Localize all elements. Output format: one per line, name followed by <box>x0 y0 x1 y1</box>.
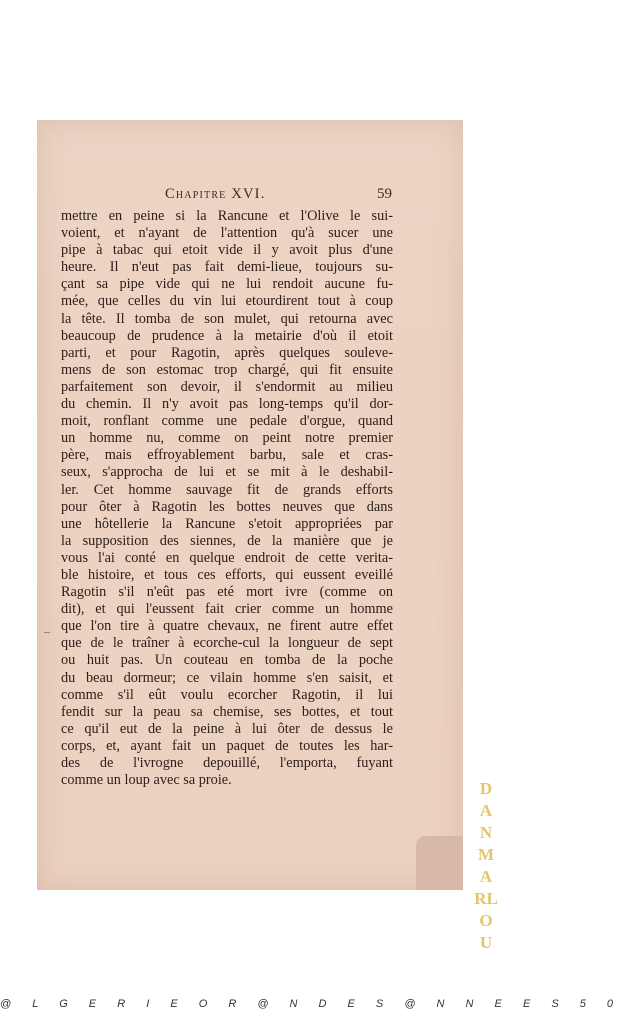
body-text <box>61 208 393 789</box>
text-line: voient, et n'ayant de l'attention qu'à sucer une <box>61 225 393 242</box>
text-line: pour ôter à Ragotin les bottes neuves que dans <box>61 498 393 515</box>
text-line: une hôtellerie la Rancune s'etoit appropriées par <box>61 515 393 532</box>
text-line: mée, que celles du vin lui etourdirent tout à coup <box>61 293 393 310</box>
text-line: çant sa pipe vide qui ne lui rendoit aucune fu- <box>61 276 393 293</box>
text-line: du beau dormeur; ce vilain homme s'en saisit, et <box>61 669 393 686</box>
text-line: corps, et, ayant fait un paquet de toutes les har- <box>61 737 393 754</box>
chapter-title: Chapitre XVI. <box>165 186 266 202</box>
page-number: 59 <box>377 186 392 202</box>
text-line: la tête. Il tomba de son mulet, qui retourna avec <box>61 310 393 327</box>
text-line: moit, ronflant comme une pedale d'orgue, quand <box>61 413 393 430</box>
text-line: que de le traîner à ecorche-cul la longueur de sept <box>61 635 393 652</box>
text-line: parti, et pour Ragotin, après quelques souleve- <box>61 344 393 361</box>
text-line: des de l'ivrogne depouillé, l'emporta, fuyant <box>61 755 393 771</box>
text-line-last: comme un loup avec sa proie. <box>61 772 232 789</box>
text-line: seux, s'approcha de lui et se mit à le deshabil- <box>61 464 393 481</box>
text-line: ou huit pas. Un couteau en tomba de la poche <box>61 652 393 669</box>
page-corner-tab <box>416 836 463 890</box>
text-line: ble histoire, et tous ces efforts, qui eussent eveillé <box>61 566 393 583</box>
text-line: comme s'il eût voulu ecorcher Ragotin, il lui <box>61 686 393 703</box>
text-line: ce qu'il eut de la peine à lui ôter de dessus le <box>61 720 393 737</box>
text-line: la supposition des siennes, de la manière que je <box>61 532 393 549</box>
text-line: du chemin. Il n'y avoit pas long-temps qu'il dor- <box>61 396 393 413</box>
side-watermark: DANMARLOU <box>474 779 498 952</box>
bottom-watermark: @ L G E R I E O R @ N D E S @ N N E E S 5 0 <box>0 998 622 1010</box>
text-line: dit), et qui l'eussent fait crier comme un homme <box>61 601 393 618</box>
text-line: mettre en peine si la Rancune et l'Olive le sui- <box>61 208 393 224</box>
book-page <box>37 120 463 890</box>
text-line: fendit sur la peau sa chemise, ses bottes, et tout <box>61 703 393 720</box>
text-line: père, mais effroyablement barbu, sale et cras- <box>61 447 393 464</box>
text-line: un homme nu, comme on peint notre premier <box>61 430 393 447</box>
text-line: mens de son estomac trop chargé, qui fit ensuite <box>61 361 393 378</box>
text-line: ler. Cet homme sauvage fit de grands efforts <box>61 481 393 498</box>
running-head <box>37 186 463 206</box>
text-line: Ragotin s'il n'eût pas eté mort ivre (comme on <box>61 584 393 601</box>
text-line: pipe à tabac qui etoit vide il y avoit plus d'une <box>61 242 393 259</box>
margin-dash <box>44 632 50 633</box>
text-line: heure. Il n'eut pas fait demi-lieue, toujours su- <box>61 259 393 276</box>
text-line: parfaitement son devoir, il s'endormit au milieu <box>61 378 393 395</box>
text-line: vous l'ai conté en quelque endroit de cette verita- <box>61 549 393 566</box>
text-line: beaucoup de prudence à la metairie d'où il etoit <box>61 327 393 344</box>
text-line: que l'on tire à quatre chevaux, ne firent autre effet <box>61 618 393 635</box>
